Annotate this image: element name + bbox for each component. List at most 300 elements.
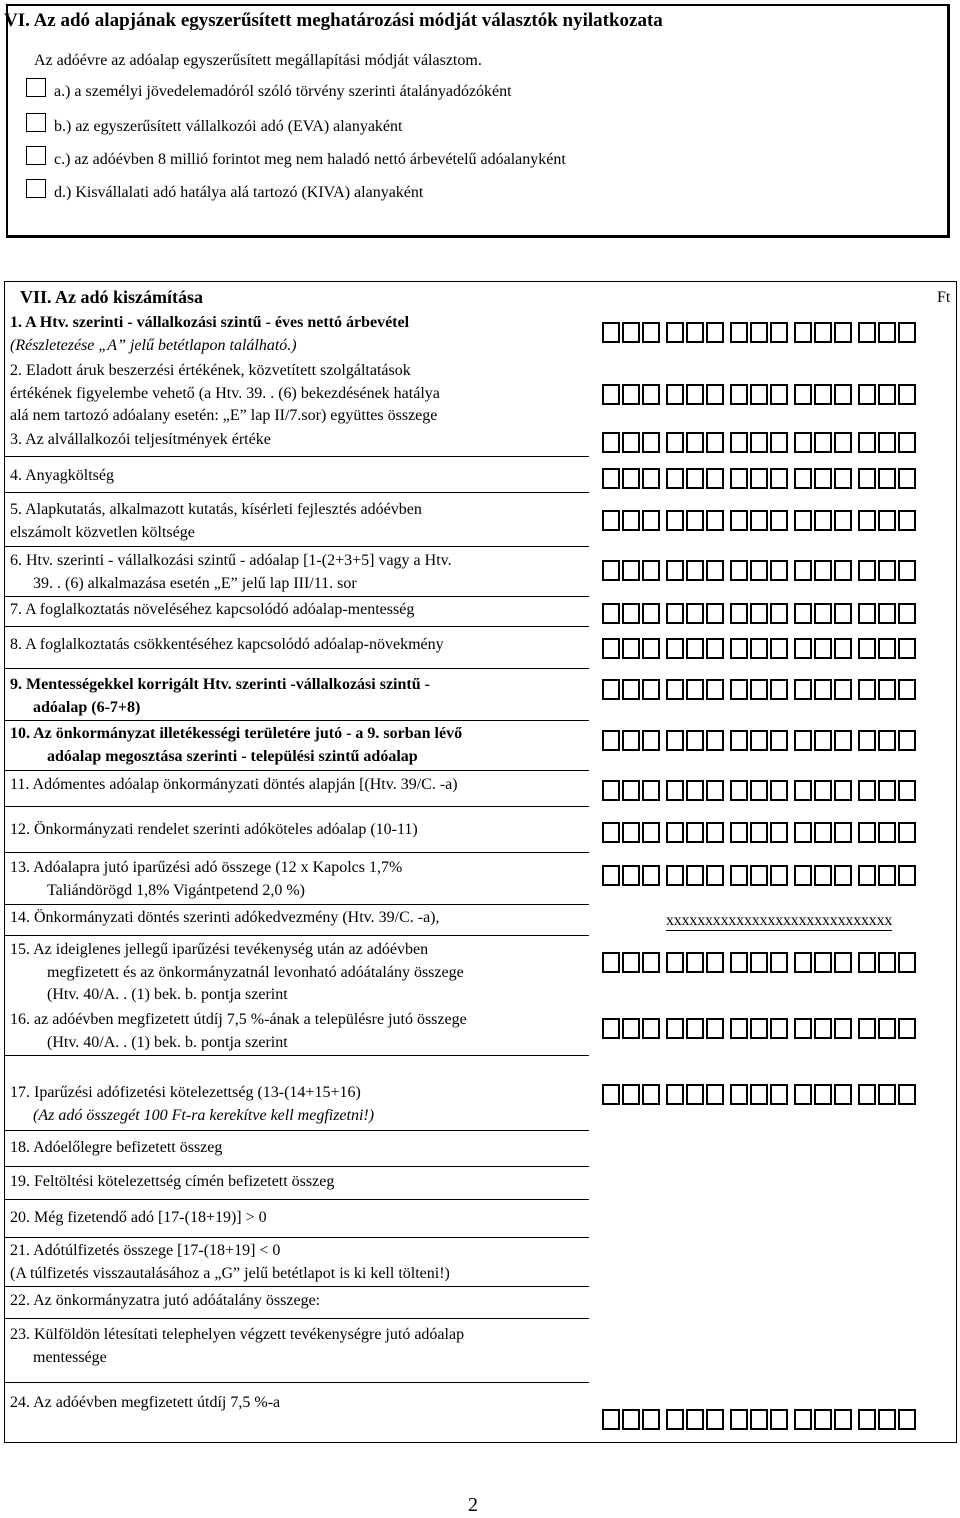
digit-box[interactable] <box>814 952 832 973</box>
row-11-label: 11. Adómentes adóalap önkormányzati döntés alapján [(Htv. 39/C. -a) <box>10 776 458 793</box>
digit-box[interactable] <box>834 952 852 973</box>
digit-box[interactable] <box>794 560 812 581</box>
digit-box[interactable] <box>814 780 832 801</box>
row-21-label: 21. Adótúlfizetés összege [17-(18+19] < 0 (A túlfizetés visszautalásához a „G” jelű betétlapot is ki kell tölteni!) <box>10 1242 450 1282</box>
digit-box[interactable] <box>898 384 916 405</box>
digit-box[interactable] <box>642 952 660 973</box>
digit-box[interactable] <box>834 679 852 700</box>
digit-box[interactable] <box>750 822 768 843</box>
digit-box[interactable] <box>686 638 704 659</box>
digit-box[interactable] <box>666 780 684 801</box>
digit-box[interactable] <box>666 322 684 343</box>
digit-box[interactable] <box>834 730 852 751</box>
digit-box[interactable] <box>858 322 876 343</box>
digit-box[interactable] <box>878 510 896 531</box>
digit-box[interactable] <box>730 1084 748 1105</box>
digit-box[interactable] <box>622 560 640 581</box>
digit-box[interactable] <box>686 384 704 405</box>
digit-box[interactable] <box>794 322 812 343</box>
digit-box[interactable] <box>770 560 788 581</box>
digit-box[interactable] <box>706 780 724 801</box>
digit-box[interactable] <box>686 1409 704 1430</box>
digit-box[interactable] <box>686 603 704 624</box>
digit-box[interactable] <box>642 468 660 489</box>
digit-box[interactable] <box>794 822 812 843</box>
digit-box[interactable] <box>814 384 832 405</box>
digit-box[interactable] <box>814 865 832 886</box>
digit-box[interactable] <box>642 1409 660 1430</box>
digit-box[interactable] <box>642 822 660 843</box>
digit-box[interactable] <box>602 1018 620 1039</box>
amount-field-row-16[interactable] <box>602 1018 916 1039</box>
digit-box[interactable] <box>666 1084 684 1105</box>
digit-box[interactable] <box>878 638 896 659</box>
digit-box[interactable] <box>666 560 684 581</box>
digit-box[interactable] <box>814 822 832 843</box>
digit-box[interactable] <box>878 679 896 700</box>
digit-box[interactable] <box>794 603 812 624</box>
digit-box[interactable] <box>730 865 748 886</box>
digit-box[interactable] <box>770 432 788 453</box>
digit-box[interactable] <box>834 510 852 531</box>
digit-box[interactable] <box>622 603 640 624</box>
digit-box[interactable] <box>706 865 724 886</box>
digit-box[interactable] <box>622 638 640 659</box>
digit-box[interactable] <box>794 1084 812 1105</box>
digit-box[interactable] <box>622 1084 640 1105</box>
digit-box[interactable] <box>686 730 704 751</box>
digit-box[interactable] <box>898 1409 916 1430</box>
digit-box[interactable] <box>834 822 852 843</box>
option-a-checkbox[interactable] <box>26 78 46 97</box>
row-16-label: 16. az adóévben megfizetett útdíj 7,5 %-ának a településre jutó összege (Htv. 40/A. . (1) bek. b. pontja szerint <box>10 1011 467 1051</box>
digit-box[interactable] <box>602 432 620 453</box>
digit-box[interactable] <box>750 638 768 659</box>
digit-box[interactable] <box>706 730 724 751</box>
digit-box[interactable] <box>666 822 684 843</box>
digit-box[interactable] <box>622 432 640 453</box>
digit-box[interactable] <box>622 730 640 751</box>
row-14-label: 14. Önkormányzati döntés szerinti adókedvezmény (Htv. 39/C. -a), <box>10 909 440 926</box>
digit-box[interactable] <box>750 510 768 531</box>
digit-box[interactable] <box>730 952 748 973</box>
digit-box[interactable] <box>770 730 788 751</box>
digit-box[interactable] <box>750 384 768 405</box>
digit-box[interactable] <box>858 638 876 659</box>
digit-box[interactable] <box>750 1084 768 1105</box>
row-4-label: 4. Anyagköltség <box>10 467 114 484</box>
row-3-label: 3. Az alvállalkozói teljesítmények értéke <box>10 431 271 448</box>
digit-box[interactable] <box>878 730 896 751</box>
row-17-label: 17. Iparűzési adófizetési kötelezettség (13-(14+15+16) (Az adó összegét 100 Ft-ra kerekítve kell megfizetni!) <box>10 1084 375 1124</box>
digit-box[interactable] <box>794 1409 812 1430</box>
digit-box[interactable] <box>794 468 812 489</box>
digit-box[interactable] <box>770 510 788 531</box>
digit-box[interactable] <box>706 1084 724 1105</box>
digit-box[interactable] <box>706 384 724 405</box>
digit-box[interactable] <box>686 679 704 700</box>
digit-box[interactable] <box>706 638 724 659</box>
amount-field-row-8[interactable] <box>602 638 916 659</box>
option-b <box>26 117 402 136</box>
digit-box[interactable] <box>666 432 684 453</box>
digit-box[interactable] <box>706 1409 724 1430</box>
digit-box[interactable] <box>878 384 896 405</box>
digit-box[interactable] <box>666 603 684 624</box>
digit-box[interactable] <box>814 322 832 343</box>
digit-box[interactable] <box>706 322 724 343</box>
digit-box[interactable] <box>730 822 748 843</box>
digit-box[interactable] <box>642 730 660 751</box>
digit-box[interactable] <box>730 638 748 659</box>
digit-box[interactable] <box>750 780 768 801</box>
digit-box[interactable] <box>730 730 748 751</box>
digit-box[interactable] <box>770 603 788 624</box>
amount-field-row-5[interactable] <box>602 510 916 531</box>
amount-field-row-15[interactable] <box>602 952 916 973</box>
row-10-label: 10. Az önkormányzat illetékességi területére jutó - a 9. sorban lévő adóalap megosztása szerinti - települési szintű adóalap <box>10 725 463 765</box>
digit-box[interactable] <box>686 322 704 343</box>
digit-box[interactable] <box>898 510 916 531</box>
digit-box[interactable] <box>898 679 916 700</box>
digit-box[interactable] <box>602 638 620 659</box>
digit-box[interactable] <box>750 865 768 886</box>
digit-box[interactable] <box>622 865 640 886</box>
digit-box[interactable] <box>898 1084 916 1105</box>
digit-box[interactable] <box>730 432 748 453</box>
digit-box[interactable] <box>686 432 704 453</box>
digit-box[interactable] <box>750 560 768 581</box>
digit-box[interactable] <box>686 560 704 581</box>
digit-box[interactable] <box>666 1409 684 1430</box>
page-number: 2 <box>468 1494 478 1516</box>
digit-box[interactable] <box>858 384 876 405</box>
digit-box[interactable] <box>878 780 896 801</box>
digit-box[interactable] <box>706 822 724 843</box>
digit-box[interactable] <box>706 1018 724 1039</box>
option-b-checkbox[interactable] <box>26 113 46 132</box>
digit-box[interactable] <box>622 510 640 531</box>
digit-box[interactable] <box>898 822 916 843</box>
digit-box[interactable] <box>750 1409 768 1430</box>
digit-box[interactable] <box>834 1084 852 1105</box>
amount-field-row-4[interactable] <box>602 468 916 489</box>
amount-field-row-12[interactable] <box>602 822 916 843</box>
digit-box[interactable] <box>750 730 768 751</box>
digit-box[interactable] <box>642 1084 660 1105</box>
digit-box[interactable] <box>834 384 852 405</box>
digit-box[interactable] <box>750 1018 768 1039</box>
digit-box[interactable] <box>794 952 812 973</box>
digit-box[interactable] <box>878 865 896 886</box>
digit-box[interactable] <box>706 560 724 581</box>
row-18-label: 18. Adóelőlegre befizetett összeg <box>10 1139 223 1156</box>
digit-box[interactable] <box>602 865 620 886</box>
digit-box[interactable] <box>834 780 852 801</box>
amount-field-row-1[interactable] <box>602 322 916 343</box>
digit-box[interactable] <box>814 1018 832 1039</box>
digit-box[interactable] <box>858 560 876 581</box>
digit-box[interactable] <box>878 560 896 581</box>
digit-box[interactable] <box>622 384 640 405</box>
digit-box[interactable] <box>858 1084 876 1105</box>
digit-box[interactable] <box>642 638 660 659</box>
digit-box[interactable] <box>834 865 852 886</box>
digit-box[interactable] <box>814 730 832 751</box>
digit-box[interactable] <box>834 1409 852 1430</box>
amount-field-row-2[interactable] <box>602 384 916 405</box>
amount-field-row-10[interactable] <box>602 730 916 751</box>
digit-box[interactable] <box>602 780 620 801</box>
digit-box[interactable] <box>898 1018 916 1039</box>
section-7-title: VII. Az adó kiszámítása <box>20 287 204 307</box>
digit-box[interactable] <box>898 560 916 581</box>
digit-box[interactable] <box>770 679 788 700</box>
digit-box[interactable] <box>622 822 640 843</box>
digit-box[interactable] <box>770 780 788 801</box>
digit-box[interactable] <box>834 322 852 343</box>
row-20-label: 20. Még fizetendő adó [17-(18+19)] > 0 <box>10 1209 267 1226</box>
digit-box[interactable] <box>622 679 640 700</box>
digit-box[interactable] <box>898 952 916 973</box>
amount-field-row-9[interactable] <box>602 679 916 700</box>
digit-box[interactable] <box>834 468 852 489</box>
digit-box[interactable] <box>878 1084 896 1105</box>
digit-box[interactable] <box>794 384 812 405</box>
digit-box[interactable] <box>858 432 876 453</box>
digit-box[interactable] <box>666 638 684 659</box>
row-2-label: 2. Eladott áruk beszerzési értékének, közvetített szolgáltatások értékének figyelembe vehető (a Htv. 39. . (6) bekezdésének hatálya alá nem tartozó adóalany esetén: „E” lap II/7.sor) együttes összege <box>10 362 440 424</box>
digit-box[interactable] <box>602 510 620 531</box>
digit-box[interactable] <box>858 603 876 624</box>
digit-box[interactable] <box>898 780 916 801</box>
digit-box[interactable] <box>730 322 748 343</box>
digit-box[interactable] <box>814 638 832 659</box>
digit-box[interactable] <box>794 679 812 700</box>
digit-box[interactable] <box>730 603 748 624</box>
digit-box[interactable] <box>642 603 660 624</box>
digit-box[interactable] <box>794 730 812 751</box>
digit-box[interactable] <box>814 510 832 531</box>
digit-box[interactable] <box>898 638 916 659</box>
digit-box[interactable] <box>706 510 724 531</box>
digit-box[interactable] <box>834 1018 852 1039</box>
section-6-title: VI. Az adó alapjának egyszerűsített meghatározási módját választók nyilatkozata <box>4 10 663 31</box>
digit-box[interactable] <box>602 468 620 489</box>
digit-box[interactable] <box>666 510 684 531</box>
digit-box[interactable] <box>858 730 876 751</box>
digit-box[interactable] <box>834 638 852 659</box>
digit-box[interactable] <box>794 510 812 531</box>
digit-box[interactable] <box>770 952 788 973</box>
digit-box[interactable] <box>706 468 724 489</box>
digit-box[interactable] <box>878 468 896 489</box>
digit-box[interactable] <box>770 865 788 886</box>
digit-box[interactable] <box>730 1409 748 1430</box>
digit-box[interactable] <box>898 468 916 489</box>
digit-box[interactable] <box>878 822 896 843</box>
digit-box[interactable] <box>666 730 684 751</box>
digit-box[interactable] <box>750 322 768 343</box>
digit-box[interactable] <box>602 822 620 843</box>
digit-box[interactable] <box>770 1018 788 1039</box>
digit-box[interactable] <box>794 780 812 801</box>
digit-box[interactable] <box>834 432 852 453</box>
digit-box[interactable] <box>602 384 620 405</box>
digit-box[interactable] <box>834 603 852 624</box>
digit-box[interactable] <box>602 1409 620 1430</box>
digit-box[interactable] <box>686 865 704 886</box>
digit-box[interactable] <box>706 679 724 700</box>
digit-box[interactable] <box>878 603 896 624</box>
digit-box[interactable] <box>642 510 660 531</box>
digit-box[interactable] <box>858 468 876 489</box>
digit-box[interactable] <box>622 322 640 343</box>
digit-box[interactable] <box>814 1409 832 1430</box>
digit-box[interactable] <box>602 730 620 751</box>
digit-box[interactable] <box>794 432 812 453</box>
row-22-label: 22. Az önkormányzatra jutó adóátalány összege: <box>10 1292 321 1309</box>
digit-box[interactable] <box>622 468 640 489</box>
digit-box[interactable] <box>686 510 704 531</box>
digit-box[interactable] <box>686 822 704 843</box>
row-13-label: 13. Adóalapra jutó iparűzési adó összege (12 x Kapolcs 1,7% Taliándörögd 1,8% Vigántpetend 2,0 %) <box>10 859 403 899</box>
digit-box[interactable] <box>814 468 832 489</box>
digit-box[interactable] <box>730 1018 748 1039</box>
digit-box[interactable] <box>814 603 832 624</box>
amount-field-row-24[interactable] <box>602 1409 916 1430</box>
digit-box[interactable] <box>814 432 832 453</box>
option-c-checkbox[interactable] <box>26 146 46 165</box>
digit-box[interactable] <box>750 432 768 453</box>
digit-box[interactable] <box>770 638 788 659</box>
option-b-label: b.) az egyszerűsített vállalkozói adó (EVA) alanyaként <box>54 117 403 135</box>
digit-box[interactable] <box>642 780 660 801</box>
digit-box[interactable] <box>794 1018 812 1039</box>
amount-field-row-7[interactable] <box>602 603 916 624</box>
digit-box[interactable] <box>750 603 768 624</box>
digit-box[interactable] <box>814 560 832 581</box>
digit-box[interactable] <box>622 1409 640 1430</box>
digit-box[interactable] <box>858 865 876 886</box>
option-c <box>26 150 566 169</box>
digit-box[interactable] <box>730 510 748 531</box>
digit-box[interactable] <box>666 679 684 700</box>
row-5-label: 5. Alapkutatás, alkalmazott kutatás, kísérleti fejlesztés adóévben elszámolt közvetlen költsége <box>10 501 422 541</box>
digit-box[interactable] <box>858 1018 876 1039</box>
digit-box[interactable] <box>622 780 640 801</box>
digit-box[interactable] <box>602 1084 620 1105</box>
digit-box[interactable] <box>666 384 684 405</box>
digit-box[interactable] <box>602 952 620 973</box>
digit-box[interactable] <box>686 1084 704 1105</box>
digit-box[interactable] <box>878 1409 896 1430</box>
row-8-label: 8. A foglalkoztatás csökkentéséhez kapcsolódó adóalap-növekmény <box>10 636 444 653</box>
digit-box[interactable] <box>622 1018 640 1039</box>
digit-box[interactable] <box>706 603 724 624</box>
option-c-label: c.) az adóévben 8 millió forintot meg nem haladó nettó árbevételű adóalanyként <box>54 150 566 168</box>
digit-box[interactable] <box>750 679 768 700</box>
digit-box[interactable] <box>602 679 620 700</box>
digit-box[interactable] <box>602 322 620 343</box>
digit-box[interactable] <box>858 952 876 973</box>
digit-box[interactable] <box>898 730 916 751</box>
digit-box[interactable] <box>666 952 684 973</box>
digit-box[interactable] <box>686 780 704 801</box>
digit-box[interactable] <box>642 560 660 581</box>
digit-box[interactable] <box>642 1018 660 1039</box>
digit-box[interactable] <box>794 865 812 886</box>
digit-box[interactable] <box>770 822 788 843</box>
digit-box[interactable] <box>642 384 660 405</box>
digit-box[interactable] <box>794 638 812 659</box>
digit-box[interactable] <box>706 952 724 973</box>
digit-box[interactable] <box>730 780 748 801</box>
digit-box[interactable] <box>730 560 748 581</box>
digit-box[interactable] <box>770 322 788 343</box>
digit-box[interactable] <box>770 468 788 489</box>
digit-box[interactable] <box>642 679 660 700</box>
digit-box[interactable] <box>898 865 916 886</box>
digit-box[interactable] <box>878 432 896 453</box>
digit-box[interactable] <box>730 679 748 700</box>
amount-field-row-3[interactable] <box>602 432 916 453</box>
digit-box[interactable] <box>750 952 768 973</box>
digit-box[interactable] <box>666 865 684 886</box>
digit-box[interactable] <box>642 322 660 343</box>
digit-box[interactable] <box>858 679 876 700</box>
amount-field-row-11[interactable] <box>602 780 916 801</box>
digit-box[interactable] <box>858 510 876 531</box>
digit-box[interactable] <box>666 468 684 489</box>
digit-box[interactable] <box>814 1084 832 1105</box>
digit-box[interactable] <box>898 603 916 624</box>
digit-box[interactable] <box>878 1018 896 1039</box>
row-15-label: 15. Az ideiglenes jellegű iparűzési tevékenység után az adóévben megfizetett és az önkormányzatnál levonható adóátalány összege (Htv. 40/A. . (1) bek. b. pontja szerint <box>10 941 464 1003</box>
row-6-label: 6. Htv. szerinti - vállalkozási szintű - adóalap [1-(2+3+5] vagy a Htv. 39. . (6) alkalmazása esetén „E” jelű lap III/11. sor <box>10 552 452 592</box>
digit-box[interactable] <box>686 952 704 973</box>
digit-box[interactable] <box>706 432 724 453</box>
digit-box[interactable] <box>666 1018 684 1039</box>
option-d-checkbox[interactable] <box>26 179 46 198</box>
digit-box[interactable] <box>642 865 660 886</box>
digit-box[interactable] <box>814 679 832 700</box>
digit-box[interactable] <box>750 468 768 489</box>
digit-box[interactable] <box>602 603 620 624</box>
digit-box[interactable] <box>602 560 620 581</box>
digit-box[interactable] <box>898 322 916 343</box>
digit-box[interactable] <box>730 468 748 489</box>
digit-box[interactable] <box>770 1084 788 1105</box>
digit-box[interactable] <box>770 1409 788 1430</box>
digit-box[interactable] <box>858 780 876 801</box>
digit-box[interactable] <box>858 1409 876 1430</box>
digit-box[interactable] <box>878 952 896 973</box>
amount-field-row-17[interactable] <box>602 1084 916 1105</box>
digit-box[interactable] <box>834 560 852 581</box>
amount-field-row-13[interactable] <box>602 865 916 886</box>
digit-box[interactable] <box>898 432 916 453</box>
digit-box[interactable] <box>730 384 748 405</box>
digit-box[interactable] <box>858 822 876 843</box>
digit-box[interactable] <box>878 322 896 343</box>
digit-box[interactable] <box>686 1018 704 1039</box>
digit-box[interactable] <box>770 384 788 405</box>
digit-box[interactable] <box>642 432 660 453</box>
digit-box[interactable] <box>686 468 704 489</box>
digit-box[interactable] <box>622 952 640 973</box>
amount-field-row-6[interactable] <box>602 560 916 581</box>
